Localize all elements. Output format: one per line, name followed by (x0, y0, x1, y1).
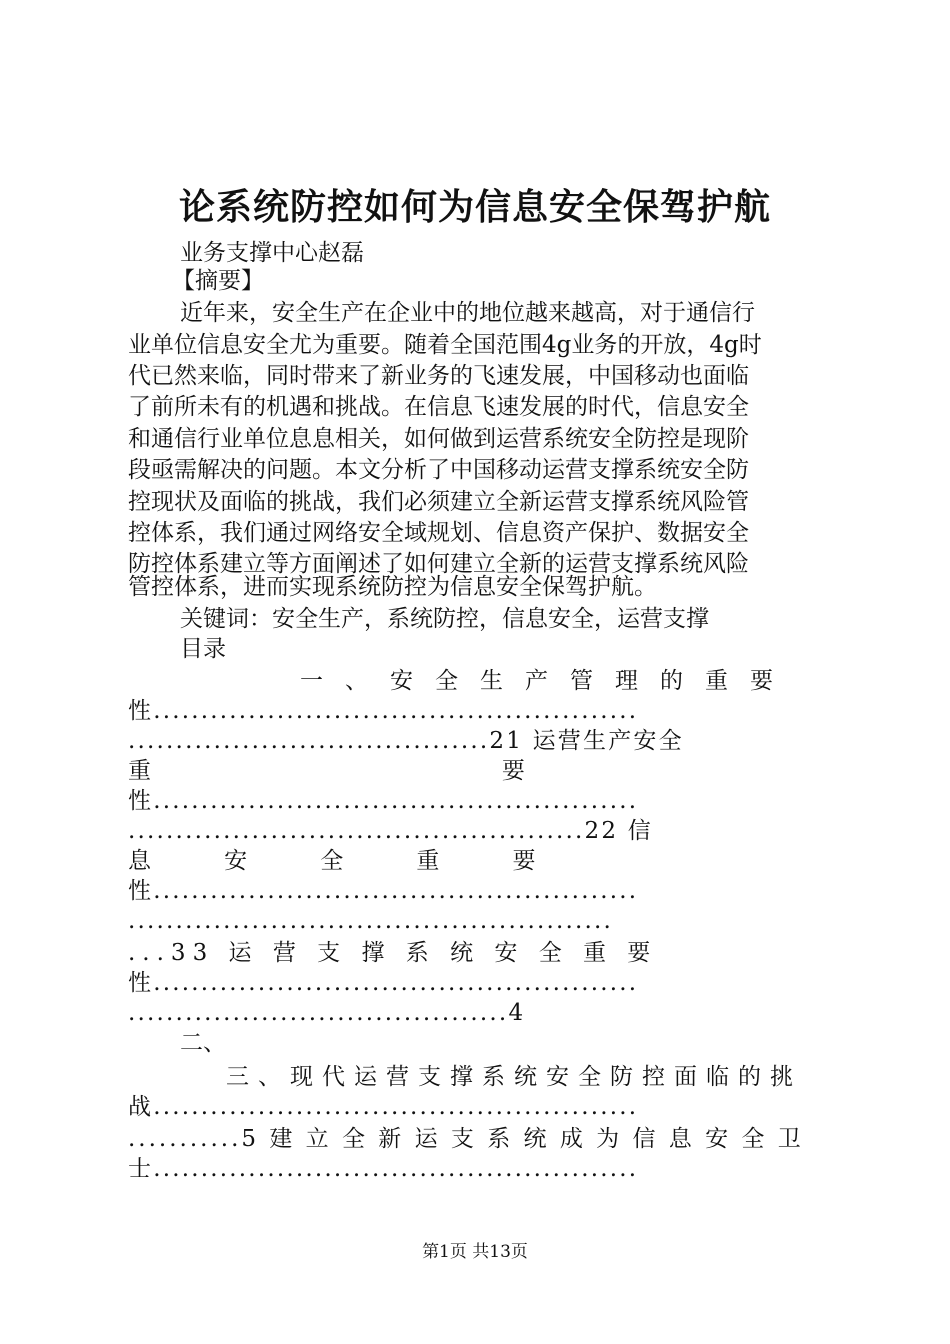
toc-entry: 战................................................... (128, 1094, 639, 1120)
abstract-line: 近年来，安全生产在企业中的地位越来越高，对于通信行 (180, 300, 755, 326)
author-line: 业务支撑中心赵磊 (180, 240, 364, 266)
abstract-line: 控现状及面临的挑战，我们必须建立全新运营支撑系统风险管 (128, 489, 749, 515)
toc-entry: ...........5 建 立 全 新 运 支 系 统 成 为 信 息 安 全 卫 (128, 1126, 804, 1152)
toc-entry: 三、现代运营支撑系统安全防控面临的挑 (226, 1064, 802, 1090)
keywords-line: 关键词：安全生产，系统防控，信息安全，运营支撑 (180, 606, 709, 632)
abstract-line: 段亟需解决的问题。本文分析了中国移动运营支撑系统安全防 (128, 457, 749, 483)
abstract-line: 和通信行业单位息息相关，如何做到运营系统安全防控是现阶 (128, 426, 749, 452)
abstract-heading: 【摘要】 (172, 268, 264, 294)
toc-entry: 重 要 (128, 758, 525, 784)
toc-entry: 二、 (180, 1030, 226, 1056)
abstract-line: 管控体系，进而实现系统防控为信息安全保驾护航。 (128, 574, 657, 600)
toc-entry: 息 安 全 重 要 (128, 848, 536, 874)
abstract-line: 控体系，我们通过网络安全域规划、信息资产保护、数据安全 (128, 520, 749, 546)
abstract-line: 业单位信息安全尤为重要。随着全国范围4g业务的开放，4g时 (128, 332, 762, 358)
page-footer: 第1页 共13页 (422, 1242, 528, 1262)
toc-entry: 士................................................... (128, 1156, 639, 1182)
toc-entry: ................................................22 信 (128, 818, 653, 844)
abstract-line: 防控体系建立等方面阐述了如何建立全新的运营支撑系统风险 (128, 551, 749, 577)
toc-heading: 目录 (180, 636, 226, 662)
toc-entry: ...33 运 营 支 撑 系 统 安 全 重 要 (128, 940, 658, 966)
toc-entry: 一、安全生产管理的重要 (300, 668, 795, 694)
toc-entry: 性................................................... (128, 788, 639, 814)
abstract-line: 代已然来临，同时带来了新业务的飞速发展，中国移动也面临 (128, 363, 749, 389)
toc-entry: ......................................21 运营生产安全 (128, 728, 684, 754)
toc-entry: 性................................................... (128, 970, 639, 996)
toc-entry: ........................................4 (128, 1000, 526, 1026)
toc-entry: ................................................... (128, 908, 614, 934)
abstract-line: 了前所未有的机遇和挑战。在信息飞速发展的时代，信息安全 (128, 394, 749, 420)
document-title: 论系统防控如何为信息安全保驾护航 (178, 186, 771, 228)
toc-entry: 性................................................... (128, 698, 639, 724)
toc-entry: 性................................................... (128, 878, 639, 904)
